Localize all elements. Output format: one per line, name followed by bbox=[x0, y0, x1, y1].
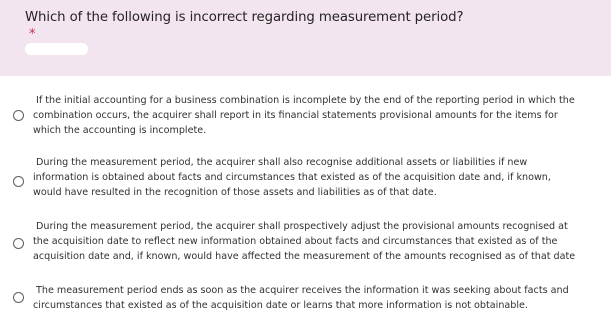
option-line: the acquisition date to reflect new information obtained about facts and circumstances that existed as of the bbox=[33, 236, 558, 247]
option-text bbox=[33, 155, 611, 200]
option-line: During the measurement period, the acquirer shall prospectively adjust the provisional amounts recognised at bbox=[36, 221, 568, 232]
radio-button[interactable] bbox=[13, 110, 24, 121]
question-header bbox=[0, 0, 611, 76]
answer-option-2[interactable] bbox=[0, 155, 611, 205]
option-line: which the accounting is incomplete. bbox=[33, 125, 207, 136]
radio-button[interactable] bbox=[13, 292, 24, 303]
option-line: information is obtained about facts and circumstances that existed as of the acquisition date and, if known, bbox=[33, 172, 551, 183]
option-line: circumstances that existed as of the acquisition date or learns that more information is not obtainable. bbox=[33, 300, 528, 311]
question-title: Which of the following is incorrect regarding measurement period? bbox=[25, 10, 464, 25]
option-text bbox=[33, 93, 611, 138]
answer-option-1[interactable] bbox=[0, 93, 611, 143]
radio-button[interactable] bbox=[13, 176, 24, 187]
redacted-field bbox=[25, 43, 88, 55]
option-line: acquisition date and, if known, would have affected the measurement of the amounts recognised as of that date bbox=[33, 251, 576, 262]
option-text bbox=[33, 219, 611, 264]
option-line: combination occurs, the acquirer shall report in its financial statements provisional amounts for the items for bbox=[33, 110, 558, 121]
answer-option-3[interactable] bbox=[0, 219, 611, 269]
option-line: During the measurement period, the acquirer shall also recognise additional assets or liabilities if new bbox=[36, 157, 528, 168]
option-line: The measurement period ends as soon as the acquirer receives the information it was seeking about facts and bbox=[36, 285, 569, 296]
option-text bbox=[33, 283, 611, 313]
option-line: If the initial accounting for a business combination is incomplete by the end of the reporting period in which the bbox=[36, 95, 575, 106]
radio-button[interactable] bbox=[13, 238, 24, 249]
answer-option-4[interactable] bbox=[0, 283, 611, 319]
required-marker: * bbox=[29, 27, 36, 42]
option-line: would have resulted in the recognition of those assets and liabilities as of that date. bbox=[33, 187, 437, 198]
